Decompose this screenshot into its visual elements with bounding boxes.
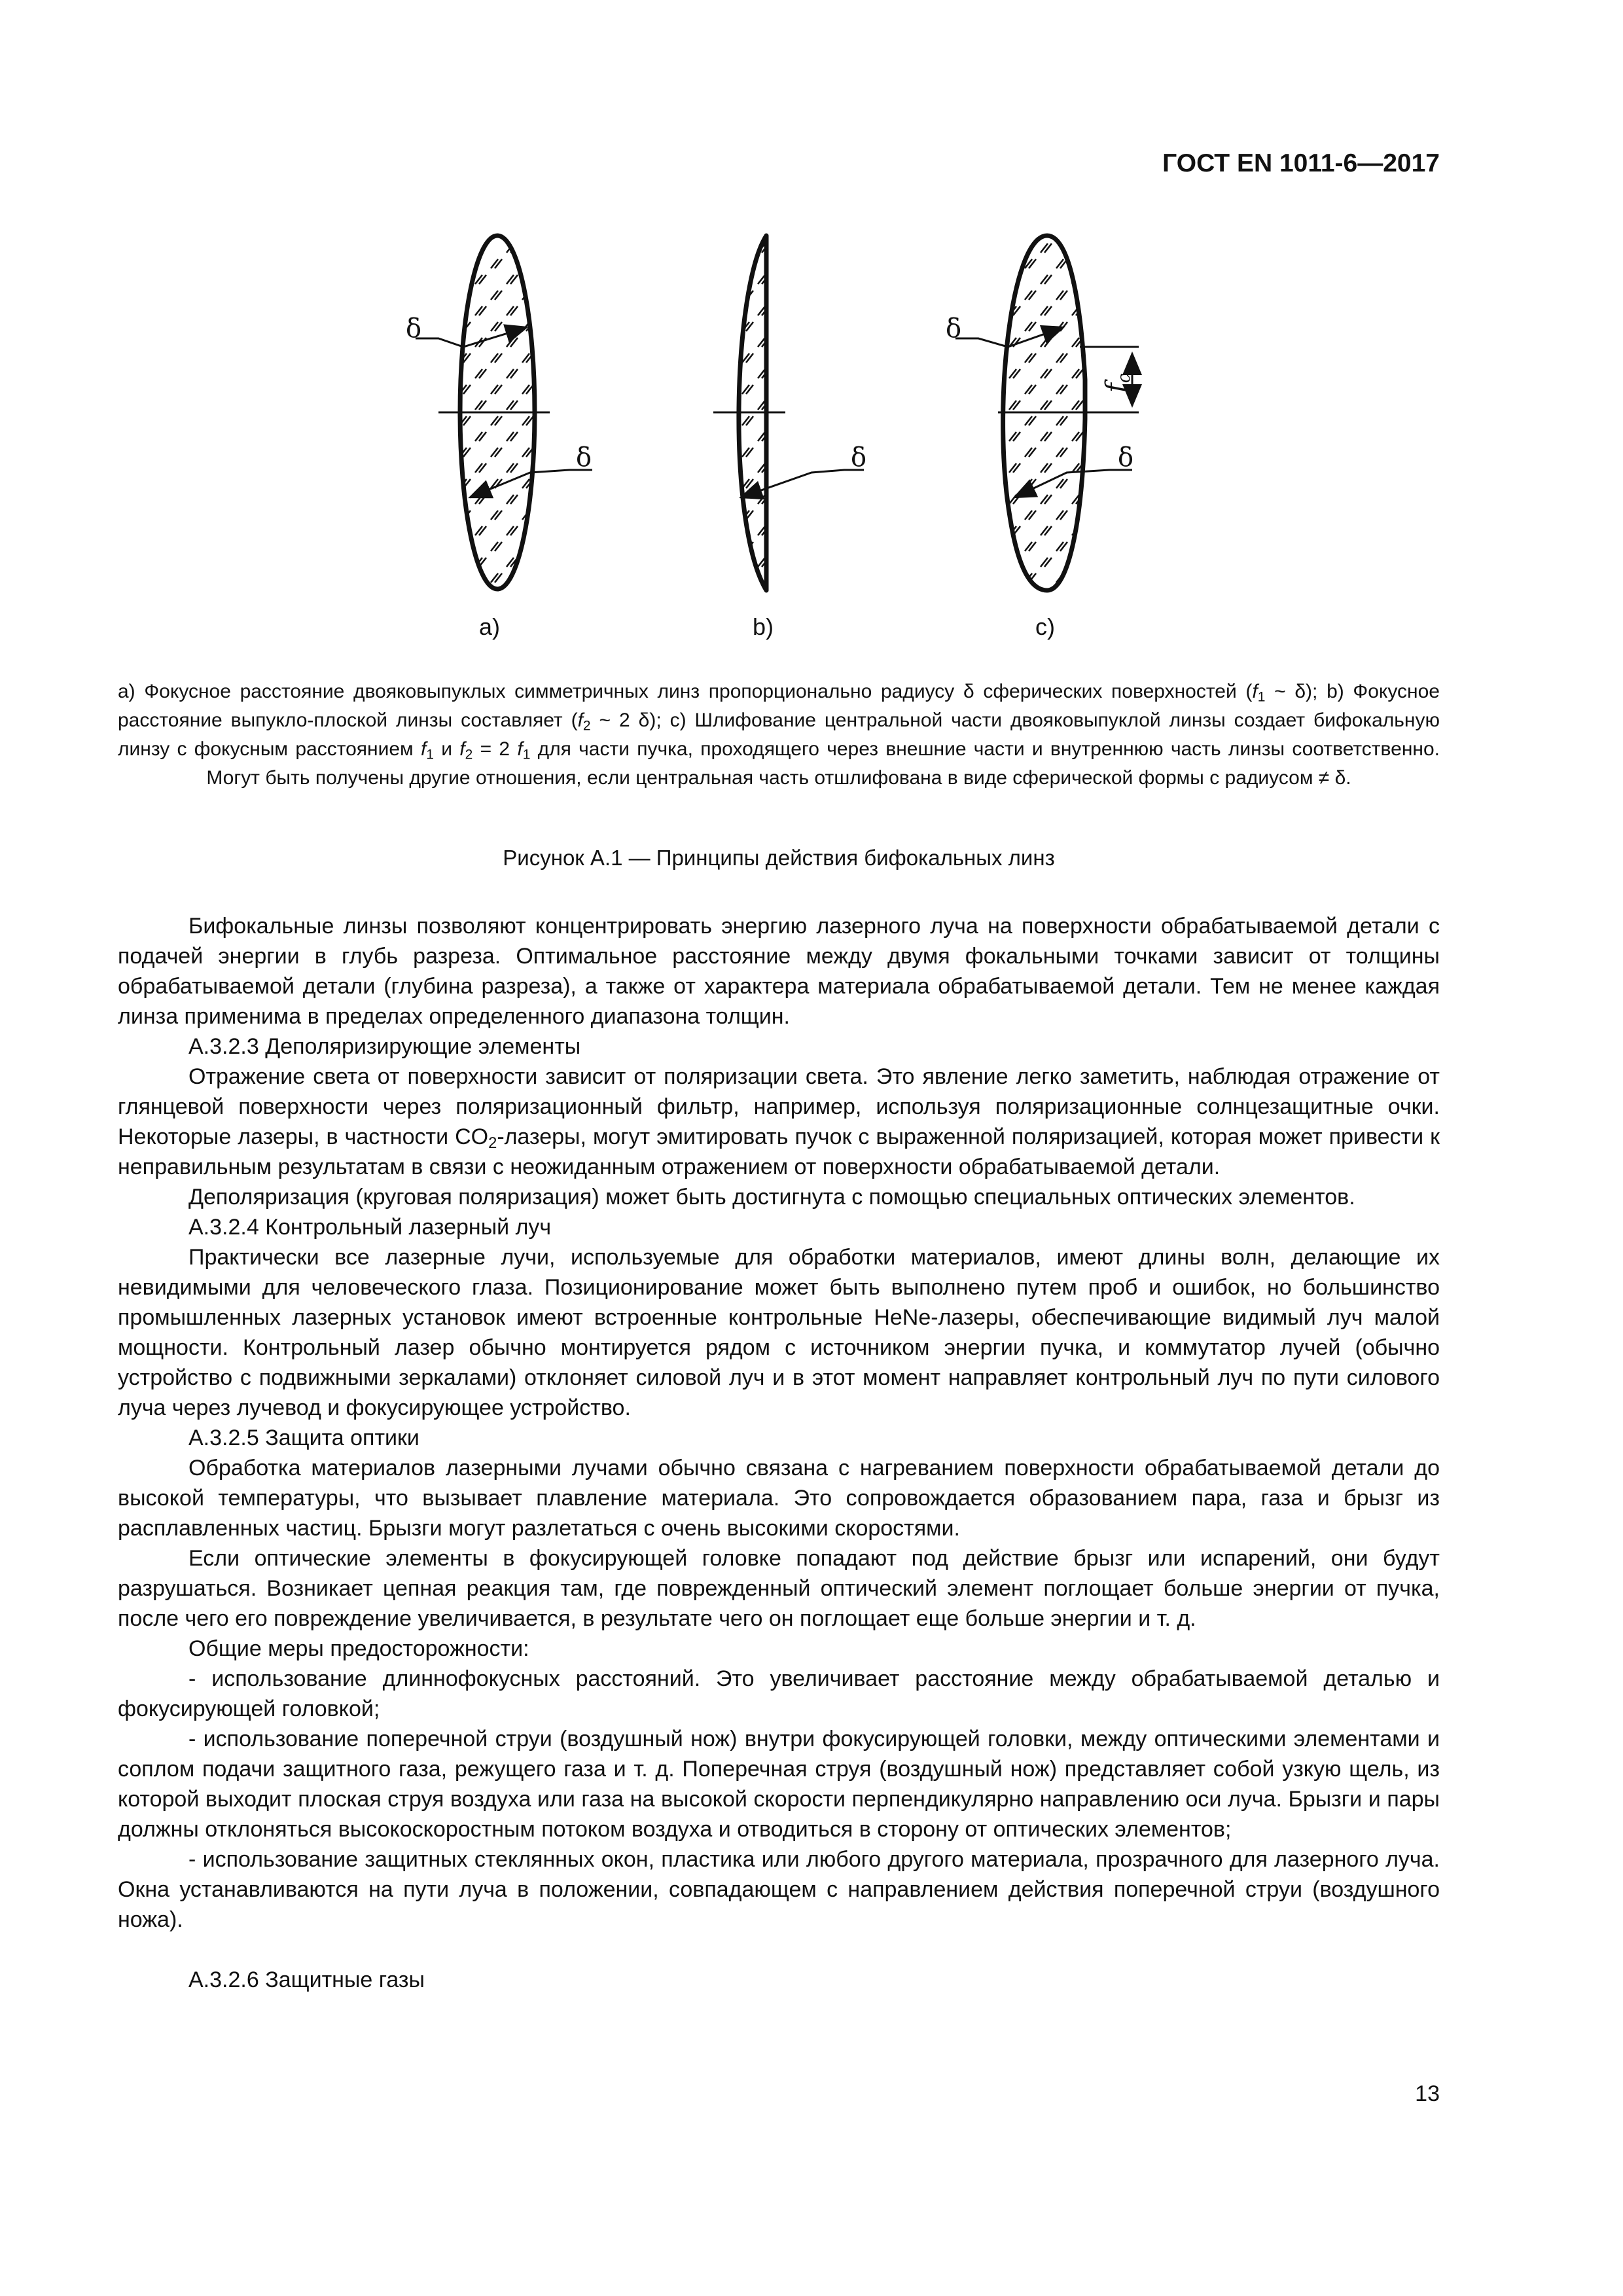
list-item: - использование длиннофокусных расстояний. Это увеличивает расстояние между обрабатываемой деталью и фокусирующей головкой;: [118, 1666, 1440, 1721]
paragraph: Практически все лазерные лучи, используемые для обработки материалов, имеют длины волн, делающие их невидимыми для человеческого глаза. Позиционирование может быть выполнено путем проб и ошибок, но большинство промышленных лазерных установок имеют встроенные контрольные HeNe-лазеры, обеспечивающие видимый луч малой мощности. Контрольный лазер обычно монтируется рядом с источником энергии пучка, и коммутатор лучей (обычно устройство с подвижными зеркалами) отклоняет силовой луч и в этот момент направляет контрольный луч по пути силового луча через лучевод и фокусирующее устройство.: [118, 1245, 1440, 1420]
focal-sub-label: c: [1115, 373, 1134, 384]
lens-a-radius-upper-label: δ: [406, 314, 422, 344]
focal-label: f: [1101, 383, 1131, 393]
section-heading: А.3.2.5 Защита оптики: [188, 1426, 419, 1450]
list-item: - использование защитных стеклянных окон, пластика или любого другого материала, прозрачного для лазерного луча. Окна устанавливаются на пути луча в положении, совпадающем с направлением действия поперечной струи (воздушного ножа).: [118, 1847, 1440, 1932]
figure-title: Рисунок А.1 — Принципы действия бифокальных линз: [503, 846, 1055, 870]
lens-b-plano-convex: [713, 229, 867, 596]
section-heading: А.3.2.3 Деполяризирующие элементы: [188, 1034, 581, 1059]
section-heading: А.3.2.6 Защитные газы: [188, 1967, 425, 1992]
bifocal-lens-figure: [393, 223, 1204, 668]
lens-b-radius-label: δ: [851, 442, 867, 473]
page-number: 13: [1415, 2081, 1440, 2106]
lens-a-radius-lower-label: δ: [576, 442, 592, 473]
body-text: [118, 911, 1440, 1995]
lens-c-radius-lower-label: δ: [1118, 442, 1134, 473]
paragraph: Бифокальные линзы позволяют концентрировать энергию лазерного луча на поверхности обрабатываемой детали с подачей энергии в глубь разреза. Оптимальное расстояние между двумя фокальными точками зависит от толщины обрабатываемой детали (глубина разреза), а также от характера материала обрабатываемой детали. Тем не менее каждая линза применима в пределах определенного диапазона толщин.: [118, 914, 1440, 1029]
lens-c-ground-centre: [955, 229, 1139, 596]
panel-label-c: c): [1035, 613, 1055, 640]
paragraph: Если оптические элементы в фокусирующей головке попадают под действие брызг или испарений, они будут разрушаться. Возникает цепная реакция там, где поврежденный оптический элемент поглощает больше энергии от пучка, после чего его повреждение увеличивается, в результате чего он поглощает еще больше энергии и т. д.: [118, 1546, 1440, 1631]
panel-label-b: b): [753, 613, 774, 640]
list-item: - использование поперечной струи (воздушный нож) внутри фокусирующей головки, между оптическими элементами и соплом подачи защитного газа, режущего газа и т. д. Поперечная струя (воздушный нож) представляет собой узкую щель, из которой выходит плоская струя воздуха или газа на высокой скорости перпендикулярно направлению оси луча. Брызги и пары должны отклоняться высокоскоростным потоком воздуха и отводиться в сторону от оптических элементов;: [118, 1727, 1440, 1842]
lens-a-biconvex: [416, 229, 592, 596]
figure-caption: a) Фокусное расстояние двояковыпуклых симметричных линз пропорционально радиусу δ сферических поверхностей ($f_1$ ~ δ); b) Фокусное расстояние выпукло-плоской линзы составляет ($f_2$ ~ 2 δ); c) Шлифование центральной части двояковыпуклой линзы создает бифокальную линзу с фокусным расстоянием $f_1$ и $f_2 = 2$ $f_1$ для части пучка, проходящего через внешние части и внутреннюю часть линзы соответственно. Могут быть получены другие отношения, если центральная часть отшлифована в виде сферической формы с радиусом ≠ δ.: [118, 681, 1440, 789]
panel-label-a: a): [479, 613, 501, 640]
paragraph: Общие меры предосторожности:: [188, 1636, 529, 1661]
lens-c-radius-upper-label: δ: [946, 314, 962, 344]
paragraph: Обработка материалов лазерными лучами обычно связана с нагреванием поверхности обрабатываемой детали до высокой температуры, что вызывает плавление материала. Это сопровождается образованием пара, газа и брызг из расплавленных частиц. Брызги могут разлетаться с очень высокими скоростями.: [118, 1456, 1440, 1541]
lens-c-focal-dimension: [1101, 373, 1134, 395]
paragraph: Отражение света от поверхности зависит от поляризации света. Это явление легко заметить, наблюдая отражение от глянцевой поверхности через поляризационный фильтр, например, используя поляризационные солнцезащитные очки. Некоторые лазеры, в частности $CO_2$-лазеры, могут эмитировать пучок с выраженной поляризацией, которая может привести к неправильным результатам в связи с неожиданным отражением от поверхности обрабатываемой детали.: [118, 1064, 1440, 1179]
svg-text:fc: [1101, 373, 1134, 395]
paragraph: Деполяризация (круговая поляризация) может быть достигнута с помощью специальных оптических элементов.: [188, 1185, 1355, 1210]
section-heading: А.3.2.4 Контрольный лазерный луч: [188, 1215, 552, 1240]
standard-header: ГОСТ EN 1011-6—2017: [1162, 149, 1440, 177]
